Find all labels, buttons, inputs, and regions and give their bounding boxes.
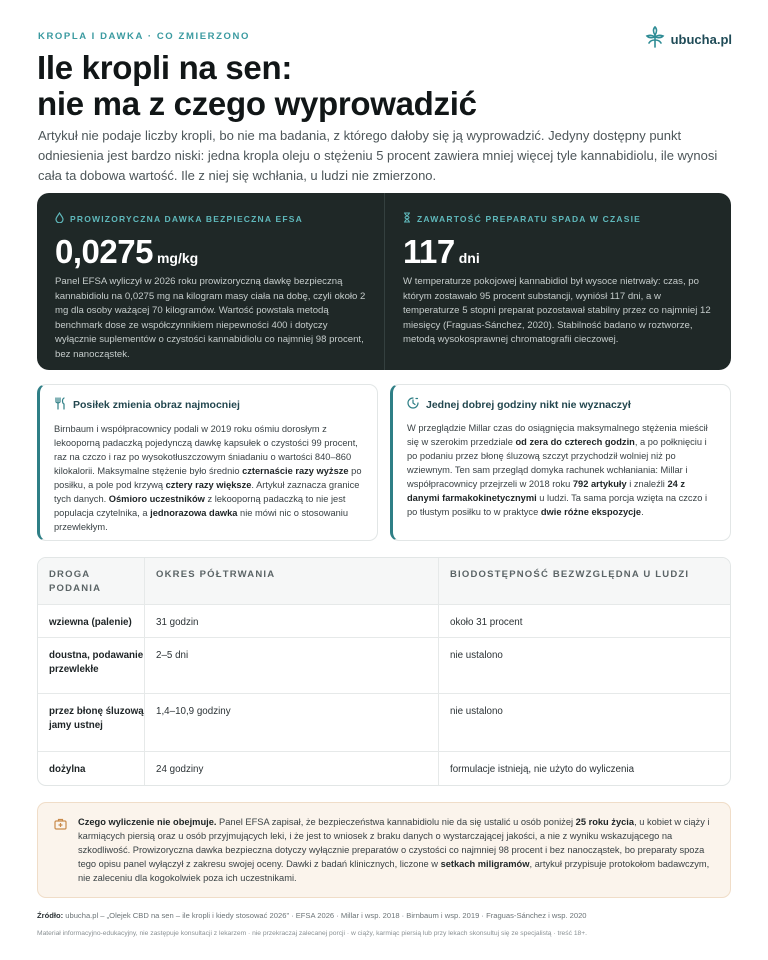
table-row (38, 604, 730, 637)
emphasis-text: czternaście razy wyższe (242, 466, 349, 476)
emphasis-text: Czego wyliczenie nie obejmuje. (78, 817, 217, 827)
column-header: DROGA PODANIA (38, 558, 145, 604)
body-text: po posiłku, a pole pod krzywą (54, 466, 362, 490)
table-cell: około 31 procent (450, 617, 523, 628)
note-text (78, 815, 714, 885)
table-cell: 31 godzin (145, 605, 439, 637)
stat-efsa-dose (37, 193, 384, 370)
emphasis-text: 25 roku życia (575, 817, 635, 827)
table-cell: 2–5 dni (145, 638, 439, 693)
body-text: , a po połknięciu i po podaniu przez błonę śluzową szczyt przychodził wolniej niż po wziewnym. Ten sam przegląd domyka rachunek wchłaniania: Millar i współpracownicy przejrzeli w 2018 roku (407, 437, 707, 489)
body-text: , u kobiet w ciąży i karmiących piersią oraz u osób przyjmujących leki, i że jest to wniosek z braku danych o wystarczającej jakości, a nie z wyniku wskazującego na szkodliwość. Prowizoryczna dawka bezpieczna dotyczy wyłącznie preparatów o czystości co najmniej 98 procent i bez nanocząstek, bo preparaty spoza tego opisu panel wyłączył z zakresu swojej oceny. Dawki z badań klinicznych, liczone w (78, 817, 710, 869)
disclaimer: Materiał informacyjno-edukacyjny, nie zastępuje konsultacji z lekarzem · nie przekraczaj zalecanej porcji · w ciąży, karmiąc piersią lub przy lekach skonsultuj się ze specjalistą · treść 18+. (37, 930, 588, 937)
card-text (407, 421, 716, 519)
emphasis-text: od zera do czterech godzin (515, 437, 635, 447)
lead-paragraph: Artykuł nie podaje liczby kropli, bo nie ma badania, z którego dałoby się ją wyprowadzić. Jedyny dostępny punkt odniesienia jest bardzo niski: jedna kropla oleju o stężeniu 5 procent zawiera mniej więcej tyle kannabidiolu, ile wynosi cała ta dobowa wartość. Ile z niej się wchłania, u ludzi nie zmierzono. (38, 128, 718, 183)
fork-knife-icon (54, 397, 66, 413)
table-header-row (38, 558, 730, 604)
body-text: u ludzi. Ta sama porcja wzięta na czczo i po tłustym posiłku to w praktyce (407, 493, 708, 517)
stat-shelf-life (384, 193, 731, 370)
table-cell: dożylna (38, 752, 145, 786)
hemp-leaf-icon (645, 26, 665, 53)
body-text: . Artykuł zaznacza granice tych danych. (54, 480, 360, 504)
limitations-note (37, 802, 731, 898)
emphasis-text: cztery razy większe (165, 480, 252, 490)
card-title: Posiłek zmienia obraz najmocniej (54, 397, 363, 413)
table-row (38, 751, 730, 786)
card-text (54, 422, 363, 534)
emphasis-text: setkach miligramów (440, 859, 530, 869)
body-text: W przeglądzie Millar czas do osiągnięcia maksymalnego stężenia mieścił się w szerokim przedziale (407, 423, 708, 447)
table-cell: nie ustalono (450, 706, 503, 717)
stat-description: Panel EFSA wyliczył w 2026 roku prowizoryczną dawkę bezpieczną kannabidiolu na 0,0275 mg na kilogram masy ciała na dobę, czyli około 2 mg dla osoby ważącej 70 kilogramów. Wartość powstała metodą benchmark dose ze współczynnikiem niepewności 400 i dotyczy wyłącznie suplementów o czystości kannabidiolu co najmniej 98 procent, bez nanocząstek. (55, 276, 366, 360)
medical-kit-icon (54, 817, 67, 835)
emphasis-text: dwie różne ekspozycje (540, 507, 642, 517)
drop-icon (55, 212, 64, 225)
emphasis-text: 792 artykuły (572, 479, 627, 489)
page-title (37, 50, 737, 122)
brand-name: ubucha.pl (670, 32, 732, 47)
source-text: ubucha.pl – „Olejek CBD na sen – ile kropli i kiedy stosować 2026” · EFSA 2026 · Millar i wsp. 2018 · Birnbaum i wsp. 2019 · Fraguas-Sánchez i wsp. 2020 (63, 911, 587, 920)
table-row (38, 693, 730, 751)
body-text: . (641, 507, 644, 517)
stat-value: 0,0275 mg/kg (55, 233, 199, 270)
table-cell: nie ustalono (450, 650, 503, 661)
card-meal-effect (37, 384, 378, 541)
table-row (38, 637, 730, 693)
emphasis-text: Ośmioro uczestników (108, 494, 205, 504)
stat-description: W temperaturze pokojowej kannabidiol był wysoce nietrwały: czas, po którym zostawało 95 procent substancji, wyniósł 117 dni, a w temperaturze 5 stopni preparat pozostawał stabilny przez co najmniej 12 miesięcy (Fraguas-Sánchez, 2020). Stabilność badano w roztworze, metodą wysokosprawnej chromatografii cieczowej. (403, 276, 711, 345)
title-line-2: nie ma z czego wyprowadzić (37, 85, 477, 122)
source-line (37, 911, 587, 920)
body-text: , artykuł przypisuje protokołom badawczym, nie zaleceniu dla kogokolwiek poza ich uczestnikami. (78, 859, 710, 883)
body-text: nie mówi nic o stosowaniu przewlekłym. (54, 508, 349, 532)
column-header: BIODOSTĘPNOŚĆ BEZWZGLĘDNA U LUDZI (450, 569, 690, 580)
stat-value: 117 dni (403, 233, 480, 270)
stats-panel (37, 193, 731, 370)
table-cell: formulacje istnieją, nie użyto do wyliczenia (450, 764, 635, 775)
table-cell: przez błonę śluzową jamy ustnej (38, 694, 145, 751)
emphasis-text: 24 z danymi farmakokinetycznymi (407, 479, 686, 503)
stat-label: PROWIZORYCZNA DAWKA BEZPIECZNA EFSA (55, 212, 367, 225)
column-header: OKRES PÓŁTRWANIA (145, 558, 439, 604)
body-text: Birnbaum i współpracownicy podali w 2019 roku ośmiu dorosłym z lekooporną padaczką pojedynczą dawkę kapsułek o czystości 99 procent, raz na czczo i raz po wysokotłuszczowym śniadaniu o wartości 840–860 kilokalorii. Maksymalne stężenie było średnio (54, 424, 358, 476)
stat-label: ZAWARTOŚĆ PREPARATU SPADA W CZASIE (403, 212, 714, 225)
clock-icon (407, 397, 419, 412)
emphasis-text: jednorazowa dawka (150, 508, 238, 518)
source-label: Źródło: (37, 911, 64, 920)
brand-logo[interactable] (645, 26, 732, 53)
title-line-1: Ile kropli na sen: (37, 49, 293, 86)
card-title: Jednej dobrej godziny nikt nie wyznaczył (407, 397, 716, 412)
table-cell: 24 godziny (145, 752, 439, 786)
body-text: z lekooporną padaczką to nie jest populacja czytelnika, a (54, 494, 346, 518)
kicker: KROPLA I DAWKA · CO ZMIERZONO (38, 31, 250, 42)
card-timing (390, 384, 731, 541)
body-text: Panel EFSA zapisał, że bezpieczeństwa kannabidiolu nie da się ustalić u osób poniżej (216, 817, 576, 827)
pharmacokinetics-table (37, 557, 731, 786)
body-text: i znaleźli (626, 479, 668, 489)
table-cell: 1,4–10,9 godziny (145, 694, 439, 751)
table-cell: wziewna (palenie) (38, 605, 145, 637)
hourglass-icon (403, 212, 411, 225)
table-cell: doustna, podawanie przewlekłe (38, 638, 145, 693)
